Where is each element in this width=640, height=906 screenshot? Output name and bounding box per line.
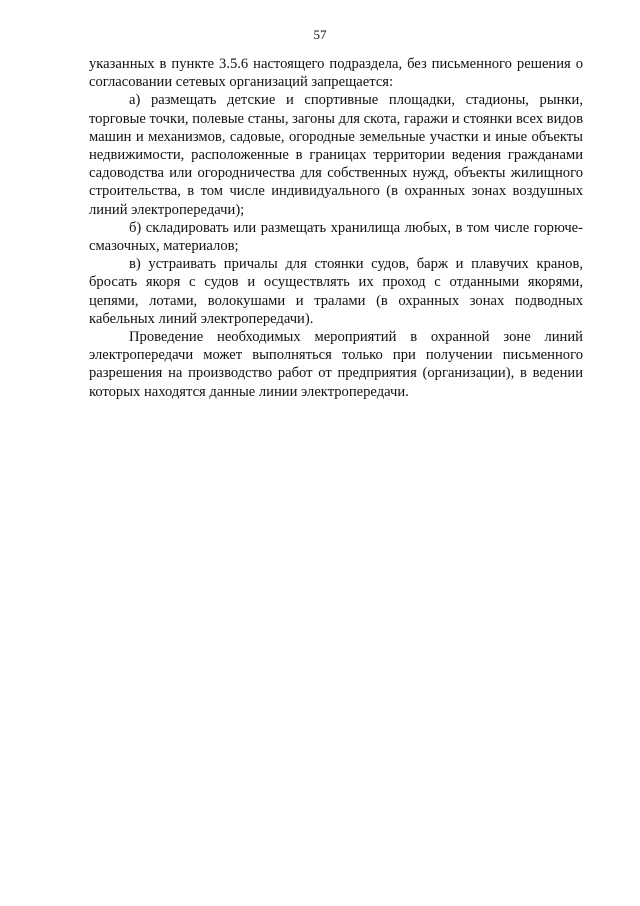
- paragraph-item-a: а) размещать детские и спортивные площадки, стадионы, рынки, торговые точки, полевые станы, загоны для скота, гаражи и стоянки всех видов машин и механизмов, садовые, огородные земельные участки и иные объекты недвижимости, расположенные в границах территории ведения гражданами садоводства или огородничества для собственных нужд, объекты жилищного строительства, в том числе индивидуального (в охранных зонах воздушных линий электропередачи);: [89, 92, 583, 218]
- page-number: 57: [313, 27, 327, 42]
- document-body: [89, 55, 583, 401]
- paragraph-intro: указанных в пункте 3.5.6 настоящего подраздела, без письменного решения о согласовании сетевых организаций запрещается:: [89, 56, 583, 91]
- paragraph-item-c: в) устраивать причалы для стоянки судов, барж и плавучих кранов, бросать якоря с судов и осуществлять их проход с отданными якорями, цепями, лотами, волокушами и тралами (в охранных зонах подводных кабельных линий электропередачи).: [89, 256, 583, 327]
- paragraph-item-b: б) складировать или размещать хранилища любых, в том числе горюче-смазочных, материалов;: [89, 219, 583, 255]
- paragraph-permission: Проведение необходимых мероприятий в охранной зоне линий электропередачи может выполняться только при получении письменного разрешения на производство работ от предприятия (организации), в ведении которых находятся данные линии электропередачи.: [89, 329, 583, 400]
